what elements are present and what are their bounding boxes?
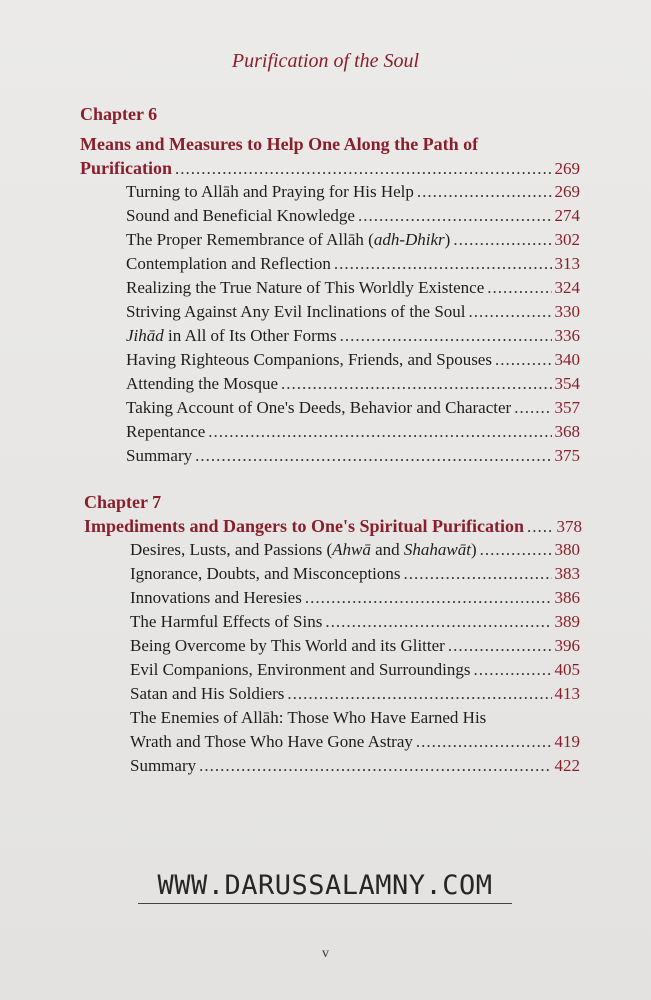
leader-dots [453, 228, 551, 252]
page-folio: v [322, 946, 329, 961]
toc-entry-page: 368 [554, 422, 580, 441]
leader-dots [340, 324, 552, 348]
leader-dots [325, 610, 551, 634]
toc-entry-page: 340 [554, 350, 580, 369]
leader-dots [469, 300, 552, 324]
toc-entry [130, 586, 580, 610]
leader-dots [175, 157, 552, 181]
leader-dots [195, 444, 551, 468]
toc-entry-label: Taking Account of One's Deeds, Behavior and Character [126, 398, 512, 417]
toc-entry-label: Sound and Beneficial Knowledge [126, 206, 355, 225]
toc-entry [130, 658, 580, 682]
toc-entry-label: Having Righteous Companions, Friends, and Spouses [126, 350, 492, 369]
watermark: WWW.DARUSSALAMNY.COM [138, 870, 512, 904]
leader-dots [417, 180, 552, 204]
toc-entry-label: Evil Companions, Environment and Surroundings [130, 660, 471, 679]
leader-dots [527, 515, 553, 539]
toc-entry-label: Being Overcome by This World and its Glitter [130, 636, 445, 655]
toc-entry-page: 357 [554, 398, 580, 417]
toc-entry-label: Contemplation and Reflection [126, 254, 331, 273]
toc-entry [130, 634, 580, 658]
toc-entry-label: Summary [130, 756, 197, 775]
toc-entry-label: Innovations and Heresies [130, 588, 302, 607]
chapter6-title-line2: Purification [80, 158, 172, 178]
toc-entry [126, 348, 580, 372]
chapter7-title-row [84, 514, 582, 538]
toc-entry [126, 252, 580, 276]
toc-entry [126, 276, 580, 300]
toc-entry-label: Jihād in All of Its Other Forms [126, 326, 337, 345]
toc-entry-label: Turning to Allāh and Praying for His Help [126, 182, 414, 201]
toc-entry [126, 228, 580, 252]
toc-entry-page: 330 [554, 302, 580, 321]
chapter6-title-row [80, 156, 580, 180]
chapter7-label: Chapter 7 [84, 492, 162, 512]
leader-dots [473, 658, 551, 682]
toc-entry-page: 336 [554, 326, 580, 345]
toc-entry-label: Wrath and Those Who Have Gone Astray [130, 732, 413, 751]
chapter6-title-line1: Means and Measures to Help One Along the Path of [80, 134, 479, 154]
toc-entry-label-line1: The Enemies of Allāh: Those Who Have Earned His [130, 708, 487, 727]
toc-entry-page: 413 [554, 684, 580, 703]
toc-entry-label: Realizing the True Nature of This Worldly Existence [126, 278, 485, 297]
toc-entry-page: 386 [554, 588, 580, 607]
leader-dots [487, 276, 551, 300]
toc-entry-page: 405 [554, 660, 580, 679]
toc-entry-page: 380 [554, 540, 580, 559]
chapter7-title: Impediments and Dangers to One's Spiritual Purification [84, 516, 525, 536]
toc-entry-page: 383 [554, 564, 580, 583]
toc-entry [130, 754, 580, 778]
toc-entry-page: 274 [554, 206, 580, 225]
toc-entry-label: The Harmful Effects of Sins [130, 612, 323, 631]
toc-entry-page: 396 [554, 636, 580, 655]
toc-entry-label: Ignorance, Doubts, and Misconceptions [130, 564, 401, 583]
toc-entry [130, 538, 580, 562]
toc-entry [126, 180, 580, 204]
toc-entry-label: Repentance [126, 422, 206, 441]
toc-entry [130, 610, 580, 634]
leader-dots [305, 586, 552, 610]
toc-entry-label: Attending the Mosque [126, 374, 279, 393]
toc-entry-label: Satan and His Soldiers [130, 684, 285, 703]
leader-dots [287, 682, 551, 706]
chapter6-title-page: 269 [554, 159, 580, 178]
leader-dots [281, 372, 551, 396]
toc-entry-page: 269 [554, 182, 580, 201]
toc-entry-page: 422 [554, 756, 580, 775]
toc-entry-page: 354 [554, 374, 580, 393]
toc-entry-page: 419 [554, 732, 580, 751]
toc-entry-page: 389 [554, 612, 580, 631]
toc-entry-label: Desires, Lusts, and Passions (Ahwā and Shahawāt) [130, 540, 477, 559]
toc-entry [126, 300, 580, 324]
toc-entry [126, 444, 580, 468]
toc-entry-label: The Proper Remembrance of Allāh (adh-Dhikr) [126, 230, 451, 249]
toc-entry [126, 396, 580, 420]
toc-entry [130, 682, 580, 706]
toc-entry-page: 313 [554, 254, 580, 273]
leader-dots [358, 204, 552, 228]
toc-entry-page: 375 [554, 446, 580, 465]
leader-dots [480, 538, 552, 562]
leader-dots [199, 754, 551, 778]
leader-dots [334, 252, 552, 276]
leader-dots [514, 396, 551, 420]
toc-entry-page: 324 [554, 278, 580, 297]
toc-entry [126, 204, 580, 228]
leader-dots [208, 420, 551, 444]
leader-dots [416, 730, 552, 754]
toc-entry [130, 730, 580, 754]
leader-dots [404, 562, 552, 586]
toc-entry [126, 372, 580, 396]
chapter6-label: Chapter 6 [80, 104, 158, 124]
toc-entry [130, 562, 580, 586]
toc-entry-label: Striving Against Any Evil Inclinations of the Soul [126, 302, 466, 321]
toc-entry [126, 420, 580, 444]
toc-entry-page: 302 [554, 230, 580, 249]
leader-dots [448, 634, 552, 658]
running-head: Purification of the Soul [231, 50, 420, 72]
leader-dots [495, 348, 552, 372]
chapter7-title-page: 378 [556, 517, 582, 536]
toc-entry-label: Summary [126, 446, 193, 465]
toc-entry [126, 324, 580, 348]
